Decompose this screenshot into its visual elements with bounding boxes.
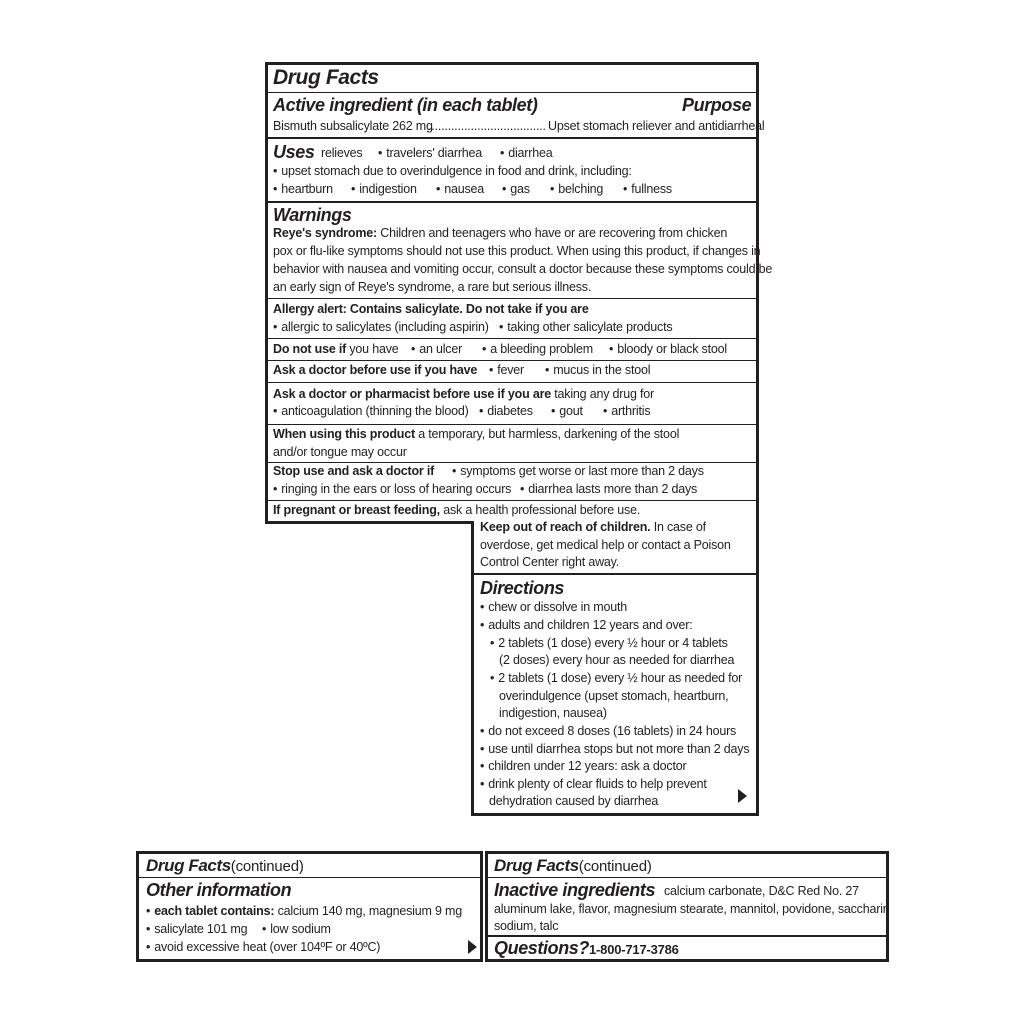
reye-text: Children and teenagers who have or are recovering from chicken — [380, 226, 728, 240]
divider — [488, 877, 886, 878]
panel-border-top — [136, 851, 483, 854]
divider — [268, 500, 756, 501]
divider — [474, 573, 756, 575]
do-not-use-item: • a bleeding problem — [482, 341, 593, 358]
pregnant-text: ask a health professional before use. — [443, 503, 641, 517]
allergy-item: • allergic to salicylates (including aspirin) — [273, 319, 489, 336]
other-info-item: • low sodium — [262, 921, 331, 938]
uses-item: • gas — [502, 181, 530, 198]
do-not-use — [273, 341, 399, 358]
uses-item: • diarrhea — [500, 145, 552, 162]
other-info-item: • salicylate 101 mg — [146, 921, 247, 938]
do-not-use-item: • an ulcer — [411, 341, 462, 358]
keep-out-line-2: overdose, get medical help or contact a Poison — [480, 538, 731, 552]
continued-title — [494, 855, 652, 878]
uses-heading: Uses — [273, 142, 315, 162]
leader-dots: .................................... — [428, 119, 546, 133]
warnings-heading: Warnings — [273, 205, 352, 225]
ask-pharmacist-item: • diabetes — [479, 403, 533, 420]
uses-item: • travelers' diarrhea — [378, 145, 482, 162]
panel-border-top — [265, 62, 759, 65]
panel-border-right — [756, 62, 759, 816]
other-info-line: • avoid excessive heat (over 104ºF or 40ºC) — [146, 939, 380, 956]
keep-out-line-1 — [480, 519, 706, 536]
pregnant-label: If pregnant or breast feeding, — [273, 503, 440, 517]
ask-pharmacist-label: Ask a doctor or pharmacist before use if you are — [273, 387, 551, 401]
uses-intro: relieves — [321, 146, 363, 160]
do-not-use-text: you have — [349, 342, 399, 356]
directions-line: indigestion, nausea) — [499, 706, 607, 720]
directions-line: • 2 tablets (1 dose) every ½ hour as needed for — [490, 670, 742, 687]
divider — [268, 360, 756, 361]
panel-border-bottom — [471, 813, 759, 816]
other-information-heading: Other information — [146, 880, 292, 900]
ask-pharmacist-text: taking any drug for — [554, 387, 655, 401]
uses-item: • indigestion — [351, 181, 417, 198]
inactive-ingredients-heading: Inactive ingredients — [494, 880, 656, 900]
panel-border-bottom — [136, 959, 483, 962]
divider — [268, 424, 756, 425]
uses-item: • fullness — [623, 181, 672, 198]
ask-pharmacist-item: • arthritis — [603, 403, 650, 420]
stop-use-item: • symptoms get worse or last more than 2 days — [452, 463, 704, 480]
keep-out-text: In case of — [653, 520, 706, 534]
reye-line-1 — [273, 225, 727, 242]
drug-facts-title: Drug Facts — [146, 856, 231, 875]
divider — [268, 201, 756, 203]
active-ingredient-heading: Active ingredient (in each tablet) — [273, 95, 538, 115]
pregnant-warning — [273, 502, 640, 519]
drug-facts-title: Drug Facts — [273, 66, 379, 89]
ask-pharmacist-item: • anticoagulation (thinning the blood) — [273, 403, 469, 420]
divider — [268, 298, 756, 299]
each-tablet-label: each tablet contains: — [154, 904, 275, 918]
panel-border-bottom — [485, 959, 889, 962]
panel-border-top — [485, 851, 889, 854]
phone-number: 1-800-717-3786 — [589, 942, 679, 957]
directions-line: (2 doses) every hour as needed for diarrhea — [499, 653, 735, 667]
ask-doctor-item: • mucus in the stool — [545, 362, 650, 379]
stop-use-label: Stop use and ask a doctor if — [273, 464, 435, 478]
panel-border-right — [480, 851, 483, 962]
do-not-use-label: Do not use if — [273, 342, 347, 356]
allergy-item: • taking other salicylate products — [499, 319, 672, 336]
stop-use-item: • ringing in the ears or loss of hearing occurs — [273, 481, 511, 498]
reye-line-2: pox or flu-like symptoms should not use this product. When using this product, if changes in — [273, 244, 761, 258]
directions-heading: Directions — [480, 578, 565, 598]
directions-line: • children under 12 years: ask a doctor — [480, 758, 686, 775]
when-using — [273, 426, 679, 443]
ask-doctor-label: Ask a doctor before use if you have — [273, 363, 478, 377]
drug-facts-title: Drug Facts — [494, 856, 579, 875]
continue-arrow-icon — [738, 789, 747, 803]
purpose-text: Upset stomach reliever and antidiarrheal — [548, 119, 765, 133]
do-not-use-item: • bloody or black stool — [609, 341, 727, 358]
inactive-ingredients-line: calcium carbonate, D&C Red No. 27 — [664, 884, 859, 898]
active-ingredient: Bismuth subsalicylate 262 mg — [273, 119, 433, 133]
when-using-label: When using this product — [273, 427, 415, 441]
other-info-line — [146, 903, 462, 920]
purpose-heading: Purpose — [682, 95, 752, 115]
directions-line: • 2 tablets (1 dose) every ½ hour or 4 tablets — [490, 635, 728, 652]
continue-arrow-icon — [468, 940, 477, 954]
divider — [268, 382, 756, 383]
directions-line: • chew or dissolve in mouth — [480, 599, 627, 616]
inactive-ingredients-line: sodium, talc — [494, 919, 559, 933]
divider — [268, 137, 756, 139]
continued-label: (continued) — [578, 858, 652, 875]
continued-title — [146, 855, 304, 878]
uses-item: • heartburn — [273, 181, 333, 198]
uses-line: • upset stomach due to overindulgence in food and drink, including: — [273, 163, 632, 180]
directions-line: • drink plenty of clear fluids to help prevent — [480, 776, 707, 793]
panel-border-left — [136, 851, 139, 962]
divider — [268, 338, 756, 339]
questions-label: Questions? — [494, 938, 590, 958]
directions-line: • use until diarrhea stops but not more than 2 days — [480, 741, 749, 758]
reye-label: Reye's syndrome: — [273, 226, 377, 240]
uses-item: • belching — [550, 181, 603, 198]
directions-line: overindulgence (upset stomach, heartburn, — [499, 689, 729, 703]
keep-out-line-3: Control Center right away. — [480, 555, 620, 569]
panel-border-step-left — [471, 521, 474, 816]
reye-line-3: behavior with nausea and vomiting occur, consult a doctor because these symptoms could be — [273, 262, 773, 276]
keep-out-label: Keep out of reach of children. — [480, 520, 651, 534]
directions-line: • do not exceed 8 doses (16 tablets) in 24 hours — [480, 723, 736, 740]
uses-item: • nausea — [436, 181, 484, 198]
allergy-alert: Allergy alert: Contains salicylate. Do not take if you are — [273, 302, 589, 316]
panel-border-left — [265, 62, 268, 524]
ask-pharmacist — [273, 386, 654, 403]
directions-line: • adults and children 12 years and over: — [480, 617, 693, 634]
panel-border-step-bottom — [265, 521, 474, 524]
ask-doctor-item: • fever — [489, 362, 524, 379]
ask-pharmacist-item: • gout — [551, 403, 583, 420]
each-tablet-text: calcium 140 mg, magnesium 9 mg — [277, 904, 462, 918]
panel-border-left — [485, 851, 488, 962]
reye-line-4: an early sign of Reye's syndrome, a rare but serious illness. — [273, 280, 592, 294]
divider — [268, 92, 756, 93]
inactive-ingredients-line: aluminum lake, flavor, magnesium stearate, mannitol, povidone, saccharin — [494, 902, 890, 916]
directions-line: dehydration caused by diarrhea — [489, 794, 659, 808]
when-using-text: a temporary, but harmless, darkening of the stool — [418, 427, 680, 441]
continued-label: (continued) — [230, 858, 304, 875]
stop-use-item: • diarrhea lasts more than 2 days — [520, 481, 697, 498]
divider — [139, 877, 480, 878]
when-using-line-2: and/or tongue may occur — [273, 445, 407, 459]
